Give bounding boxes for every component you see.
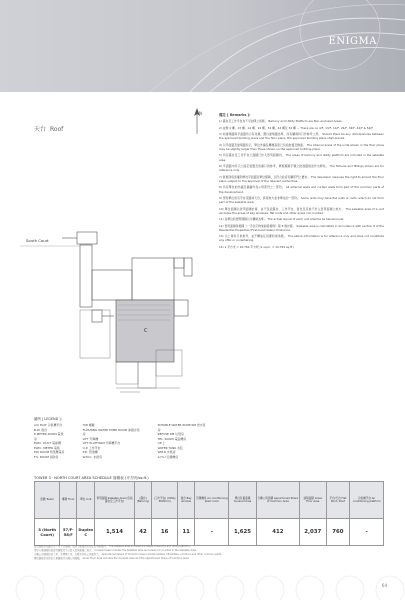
legend-item: TEL. ROOM 電話機房 — [157, 436, 187, 441]
legend-item: UP 上 — [157, 441, 166, 446]
remark-item: 13) 以上資料只供參考，並不構成任何要約或承諾。 The above information is for reference only and does not constitute any offer or undertaking. — [219, 234, 384, 243]
header-common: 分攤公用面積 Apportioned Share of Common Area — [256, 482, 299, 519]
legend-item: B.W. 窗台 — [34, 427, 48, 432]
header-covered: 單位有蓋面積 Covered Area — [229, 482, 256, 519]
footnote-item: 建築面積包括單位有蓋面積及分攤公用面積。 Gross Floor Area includes the Covered Area and the Apportioned Share of Common Area. — [34, 556, 190, 560]
table-header-row — [35, 482, 384, 519]
legend-item: F.S. ROOM 消防房 — [34, 454, 59, 459]
header-flat-roof: 平台/天台 Flat Roof / Roof — [326, 482, 350, 519]
floor-title-cn: 天台 — [34, 126, 47, 133]
header-saleable: 實用面積 Saleable Area (包括露台及工作平台) — [95, 482, 134, 519]
legend-item: W.M.C. 水錶房 — [82, 454, 103, 459]
south-court-label: South Court — [26, 238, 49, 243]
remarks-title: 備註 [ Remarks ]: — [219, 113, 251, 117]
area-schedule-table — [34, 481, 384, 546]
cell-saleable: 1,514 — [95, 519, 134, 546]
legend-item: H/R 喉轆 — [82, 423, 95, 428]
cell-balcony: 42 — [134, 519, 152, 546]
remark-item: 5) 所有露台及工作平台之面積已計入實用面積內。 The areas of balcony and utility platform are included in the saleable area. — [219, 153, 384, 162]
header-gross: 建築面積 Gross Floor Area — [299, 482, 326, 519]
remark-item: 7) 發展商保留權利修改平面圖及單位間隔，以符合政府有關部門之要求。 The developer reserves the right to amend the floor plans subject to the approval of the relevant authorities. — [219, 174, 384, 183]
remarks-section — [219, 113, 384, 251]
cell-floor: 57/F-58/F — [60, 519, 77, 546]
decorative-pattern-icon — [0, 560, 405, 600]
footnote-item: 實用面積包括露台及工作平台面積，而該等面積須包括在實用面積內。 The saleable area includes the areas of balcony and utility platform. — [34, 545, 191, 548]
legend-item: WATER TANK 水缸 — [157, 445, 183, 450]
legend-item: ELEC. DUCT 電線槽 — [34, 441, 61, 446]
legend-item: U.P. 工作平台 — [82, 445, 101, 450]
remark-item: 11) 各單位的實際間隔以交樓時為準。 The actual layout of each unit shall be as handed over. — [219, 217, 345, 222]
remark-item: 9) 部份單位設有平台花園或天台，該等地方並非單位的一部份。 Some units may have flat roofs or roofs, which do not form part of the saleable area. — [219, 195, 384, 205]
legend-item: A/C PLAT 冷氣機平台 — [34, 423, 63, 428]
header-balcony: (露台) (Balcony) — [134, 482, 152, 519]
footnotes-section — [34, 545, 384, 560]
remark-item: 14) 1 平方米 = 10.764 平方呎 (1 sq.m. = 10.764 sq.ft.) — [219, 244, 295, 249]
cell-gross: 2,037 — [299, 519, 326, 546]
remark-item: 3) 如建築圖與平面圖所示有差異，應以建築圖為準，而有關資料只作參考之用。 Should there be any discrepancies between the approved building plans and the floor plans, the approved building plans shall prevail. — [219, 131, 384, 141]
legend-column — [158, 423, 206, 459]
floor-title — [34, 124, 63, 133]
cell-tower: 3 (North Court) — [35, 519, 60, 546]
roof-floor-plan — [20, 160, 210, 410]
header-bay-window: 窗台 Bay window — [177, 482, 194, 519]
legend-section — [34, 417, 224, 459]
legend-column — [83, 423, 140, 459]
header-floor: 樓層 Floor — [60, 482, 77, 519]
legend-item: FLUSHING WATER PUMP ROOM 沖廁水泵房 — [82, 427, 140, 437]
footnote-item: 分攤公用面積包括大堂、升降機大堂、走廊及其他公用部份等。 Apportioned Share of Common Area includes lobbies, lift lobbies, corridors and other common parts. — [34, 552, 223, 556]
area-schedule-title: TOWER 3 · NORTH COURT AREA SCHEDULE 面積表 (平方呎/sq.ft.) — [34, 476, 149, 480]
remark-item: 2) 並無 4 樓、13 樓、14 樓、24 樓、34 樓、44 樓及 54 樓 ... There are no 4/F, 13/F, 14/F, 24/F, 34/F, 44/F & 54/F. — [219, 125, 374, 130]
floor-title-en: Roof — [49, 126, 64, 133]
unit-c-label: C — [144, 328, 148, 334]
cell-flat-roof: 760 — [326, 519, 350, 546]
remark-item: 12) 實用面積是根據《一手住宅物業銷售條例》第 8 條計算。 Saleable area is calculated in accordance with section 8 of the Residential Properties (First-hand Sales) Ordinance. — [219, 223, 384, 232]
legend-item: ELEC. METER 電錶 — [34, 445, 60, 450]
legend-item: E.METER ROOM 電錶房 — [34, 432, 64, 441]
legend-item: REFUSE RM 垃圾房 — [157, 432, 184, 437]
remark-item: 6) 平面圖中所示之固定裝置及設備只供參考，將根據屋宇署之批准圖則而作出修改。 The fixtures and fittings shown are for reference only. — [219, 163, 384, 173]
page-number: 64 — [381, 583, 387, 588]
header-utility: (工作平台) (Utility Platform) — [152, 482, 178, 519]
header-ac-plant: 空調機房 Air conditioning plant room — [195, 482, 229, 519]
table-row — [35, 519, 384, 546]
svg-text:N: N — [199, 111, 202, 116]
legend-item: LIFT 升降機 — [82, 436, 99, 441]
header-unit: 單位 Unit — [77, 482, 95, 519]
cell-unit: Duplex C — [77, 519, 95, 546]
brand-logo: ENIGMA — [328, 36, 377, 47]
legend-item: P.D. 管道槽 — [82, 450, 98, 455]
cell-bay-window: 11 — [177, 519, 194, 546]
footnote-item: 單位有蓋面積包括實用面積及不計算入實用面積之地方。 Covered Area includes the Saleable Area and areas not counted in the Saleable Area. — [34, 548, 197, 552]
remark-item: 8) 所有單位的外牆及幕牆均為公用部份之一部份。 All external walls and curtain walls form part of the common parts of the development. — [219, 185, 384, 194]
legend-title: 圖例 [ LEGEND ]: — [34, 417, 62, 421]
legend-item: WM.R 水錶房 — [157, 450, 176, 455]
north-arrow-icon — [186, 106, 208, 136]
remark-item: 10) 單位面積以實用面積計算，並不包括露台、工作平台、窗台及其他不計入實用面積之地方。 The saleable area of a unit excludes the areas of bay windows, flat roofs and other areas not counted. — [219, 206, 384, 215]
header-tower: 座數 Tower — [35, 482, 60, 519]
cell-covered: 1,625 — [229, 519, 256, 546]
legend-item: ELV ROOM 特低壓電房 — [34, 450, 65, 455]
legend-column — [34, 423, 65, 459]
page-header — [0, 0, 405, 92]
cell-common: 412 — [256, 519, 299, 546]
legend-item: LIFT PLATFORM 升降機平台 — [82, 441, 121, 446]
remarks-list — [219, 119, 384, 249]
cell-ac-plant: - — [195, 519, 229, 546]
legend-item: POTABLE WATER PUMP RM 食水泵房 — [157, 423, 206, 432]
remark-item: 1) 露台及工作平台為不可封閉之設施。 Balcony and Utility Platform are Non-enclosed Areas. — [219, 119, 343, 124]
header-ac-platform: 冷氣機平台 Air conditioning platform — [350, 482, 384, 519]
cell-utility: 16 — [152, 519, 178, 546]
remark-item: 4) 以平面圖及建築圖所示，單位外牆及樓層高度已包括批盪及飾面。 The internal areas of the units shown in the floor plans may be slightly larger than those shown on the approved building plans. — [219, 142, 384, 151]
legend-item: A.H.U 空調機房 — [157, 454, 179, 459]
cell-ac-platform: - — [350, 519, 384, 546]
